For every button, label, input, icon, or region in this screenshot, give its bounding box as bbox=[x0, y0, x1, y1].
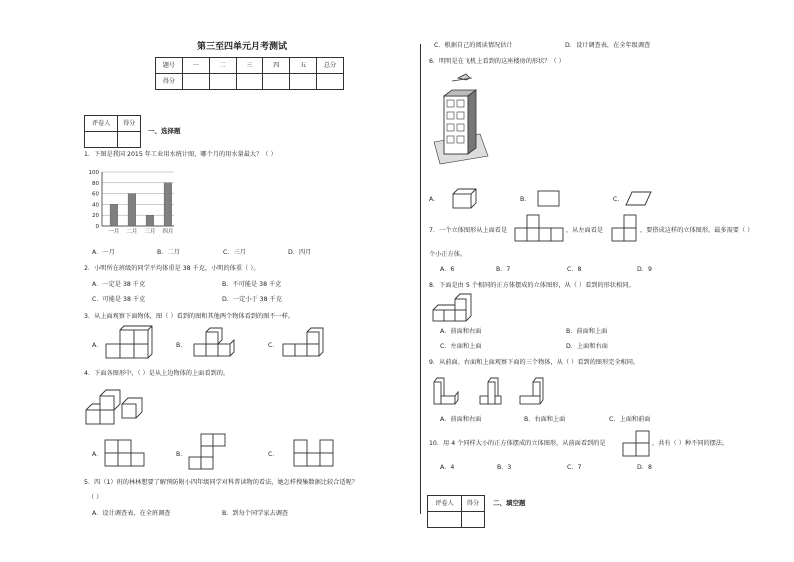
y-tick-label: 60 bbox=[92, 191, 99, 198]
question-stem: 2．小明所在班级的同学平均体重是 38 千克，小明的体重（ ）。 bbox=[84, 265, 260, 272]
option-a[interactable]: A． bbox=[429, 196, 440, 203]
score-cell: 三 bbox=[236, 58, 263, 74]
score-input-cell[interactable] bbox=[182, 74, 209, 90]
question-stem: ，从左面看是 bbox=[566, 227, 604, 234]
section-header: 二、填空题 bbox=[493, 499, 526, 507]
rectangle-shape-icon bbox=[537, 190, 561, 208]
option-d[interactable]: D．四月 bbox=[288, 249, 312, 256]
reviewer-input[interactable] bbox=[85, 132, 118, 148]
option-b[interactable]: B． bbox=[520, 196, 531, 203]
bar bbox=[146, 215, 154, 226]
bar-chart bbox=[84, 166, 179, 238]
x-tick-label: 三月 bbox=[144, 229, 156, 235]
y-tick-label: 100 bbox=[88, 170, 99, 176]
reviewer-score-label: 得分 bbox=[461, 496, 484, 512]
question-stem: 1．下图是我国 2015 年工业用水统计图，哪个月的用水量最大？（ ） bbox=[84, 151, 277, 158]
top-view-grid-b bbox=[187, 433, 231, 469]
option-a[interactable]: A．前面和右面 bbox=[440, 416, 482, 423]
option-a[interactable]: A． bbox=[92, 451, 103, 458]
option-c[interactable]: C．根据自己的阅读情况估计 bbox=[434, 42, 513, 49]
option-b[interactable]: B．不可能是 38 千克 bbox=[222, 281, 282, 288]
option-d[interactable]: D．8 bbox=[637, 464, 652, 471]
l-shape-figure-3 bbox=[518, 374, 548, 408]
bar bbox=[110, 204, 118, 226]
question-stem: 6．明明是在飞机上看到的这座楼房的形状？（ ） bbox=[429, 58, 565, 65]
question-stem: 10．用 4 个同样大小的正方体摆成的立体图形，从前面看到的是 bbox=[429, 440, 606, 447]
option-a[interactable]: A．设计调查表，在全班调查 bbox=[92, 510, 171, 517]
option-b[interactable]: B．前面和上面 bbox=[566, 328, 608, 335]
option-c[interactable]: C． bbox=[268, 451, 279, 458]
score-input-cell[interactable] bbox=[263, 74, 290, 90]
cube-stack-figure-a bbox=[104, 328, 154, 360]
score-table bbox=[155, 57, 344, 90]
y-tick-label: 80 bbox=[92, 180, 99, 187]
reviewer-label: 评卷人 bbox=[85, 116, 118, 132]
cuboid-shape-icon bbox=[452, 188, 478, 210]
option-b[interactable]: B．3 bbox=[497, 464, 512, 471]
option-b[interactable]: B．7 bbox=[496, 266, 511, 273]
x-tick-label: 一月 bbox=[108, 229, 120, 235]
question-stem: 3．从上面观察下面物体，图（ ）看到的图和其他两个物体看到的图不一样。 bbox=[84, 313, 295, 320]
score-cell: 总分 bbox=[317, 58, 344, 74]
option-c[interactable]: C．可能是 38 千克 bbox=[92, 296, 146, 303]
question-stem: 4．下面各图形中，（ ）是从上边物体的上面看到的。 bbox=[84, 370, 230, 377]
option-c[interactable]: C．左面和上面 bbox=[440, 343, 482, 350]
y-tick-label: 40 bbox=[92, 202, 99, 209]
score-cell: 五 bbox=[290, 58, 317, 74]
top-view-grid-c bbox=[293, 439, 337, 467]
top-view-grid-a bbox=[104, 439, 148, 467]
question-stem: 个小正方体。 bbox=[429, 251, 467, 258]
bar bbox=[164, 183, 172, 226]
score-table-score-row bbox=[156, 74, 344, 90]
question-stem: 7．一个立体图形从上面看是 bbox=[429, 227, 508, 234]
score-cell: 一 bbox=[182, 58, 209, 74]
score-input-cell[interactable] bbox=[317, 74, 344, 90]
reviewer-score-input[interactable] bbox=[461, 512, 484, 528]
option-b[interactable]: B． bbox=[176, 342, 187, 349]
answer-paren: （ ） bbox=[88, 494, 103, 501]
option-a[interactable]: A． bbox=[92, 342, 103, 349]
option-c[interactable]: C．上面和前面 bbox=[609, 416, 651, 423]
option-c[interactable]: C．8 bbox=[567, 266, 582, 273]
page-title: 第三至四单元月考测试 bbox=[197, 42, 288, 52]
option-a[interactable]: A．4 bbox=[440, 464, 455, 471]
reviewer-score-label: 得分 bbox=[118, 116, 141, 132]
question-stem: ，共有（ ）种不同的摆法。 bbox=[652, 440, 729, 447]
option-a[interactable]: A．一月 bbox=[92, 249, 115, 256]
left-view-grid bbox=[611, 214, 639, 244]
option-c[interactable]: C． bbox=[613, 196, 624, 203]
bar bbox=[128, 194, 136, 226]
front-view-grid bbox=[622, 430, 654, 458]
score-cell: 二 bbox=[209, 58, 236, 74]
question-stem: 9．从前面、右面和上面观察下面的三个物体，从（ ）看到的图形完全相同。 bbox=[429, 359, 640, 366]
reviewer-input[interactable] bbox=[428, 512, 462, 528]
option-c[interactable]: C．7 bbox=[567, 464, 582, 471]
score-table-header-row bbox=[156, 58, 344, 74]
column-divider bbox=[420, 44, 421, 514]
l-shape-figure-2 bbox=[478, 374, 508, 408]
l-shape-figure-1 bbox=[432, 374, 462, 408]
score-cell: 得分 bbox=[156, 74, 183, 90]
option-d[interactable]: D．上面和右面 bbox=[566, 343, 608, 350]
x-tick-label: 二月 bbox=[126, 229, 138, 235]
cube-stack-figure bbox=[432, 296, 476, 324]
option-d[interactable]: D．一定小于 38 千克 bbox=[222, 296, 282, 303]
y-tick-label: 20 bbox=[92, 213, 99, 220]
score-input-cell[interactable] bbox=[236, 74, 263, 90]
cube-stack-figure bbox=[84, 384, 144, 428]
x-tick-label: 四月 bbox=[162, 229, 174, 235]
option-b[interactable]: B． bbox=[176, 451, 187, 458]
cube-stack-figure-c bbox=[281, 330, 325, 360]
option-c[interactable]: C．三月 bbox=[223, 249, 246, 256]
option-b[interactable]: B．右面和上面 bbox=[524, 416, 566, 423]
option-a[interactable]: A．一定是 38 千克 bbox=[92, 281, 146, 288]
reviewer-label: 评卷人 bbox=[428, 496, 462, 512]
cube-stack-figure-b bbox=[192, 330, 238, 360]
question-stem: 5．四（1）班的林林想要了解预防附小四年级同学对科普读物的看法，她怎样搜集数据比较合适呢？ bbox=[84, 479, 358, 486]
top-view-grid bbox=[514, 214, 564, 244]
option-c[interactable]: C． bbox=[268, 342, 279, 349]
option-a[interactable]: A．6 bbox=[440, 266, 455, 273]
reviewer-box bbox=[427, 495, 485, 528]
score-input-cell[interactable] bbox=[209, 74, 236, 90]
y-tick-label: 0 bbox=[95, 224, 99, 230]
reviewer-score-input[interactable] bbox=[118, 132, 141, 148]
parallelogram-shape-icon bbox=[625, 191, 653, 207]
score-cell: 四 bbox=[263, 58, 290, 74]
score-input-cell[interactable] bbox=[290, 74, 317, 90]
building-illustration bbox=[430, 72, 490, 168]
question-stem: ，要搭成这样的立体图形，最多需要（ ） bbox=[640, 227, 754, 234]
reviewer-box bbox=[84, 115, 141, 148]
option-d[interactable]: D．9 bbox=[637, 266, 652, 273]
score-cell: 题号 bbox=[156, 58, 183, 74]
option-b[interactable]: B．二月 bbox=[157, 249, 180, 256]
question-stem: 8．下面是由 5 个相同的正方体摆成的立体图形，从（ ）看到的形状相同。 bbox=[429, 282, 635, 289]
section-header: 一、选择题 bbox=[148, 127, 181, 135]
option-d[interactable]: D．设计调查表，在全年级调查 bbox=[565, 42, 651, 49]
option-b[interactable]: B．到每个同学家去调查 bbox=[222, 510, 289, 517]
option-a[interactable]: A．前面和右面 bbox=[440, 328, 482, 335]
